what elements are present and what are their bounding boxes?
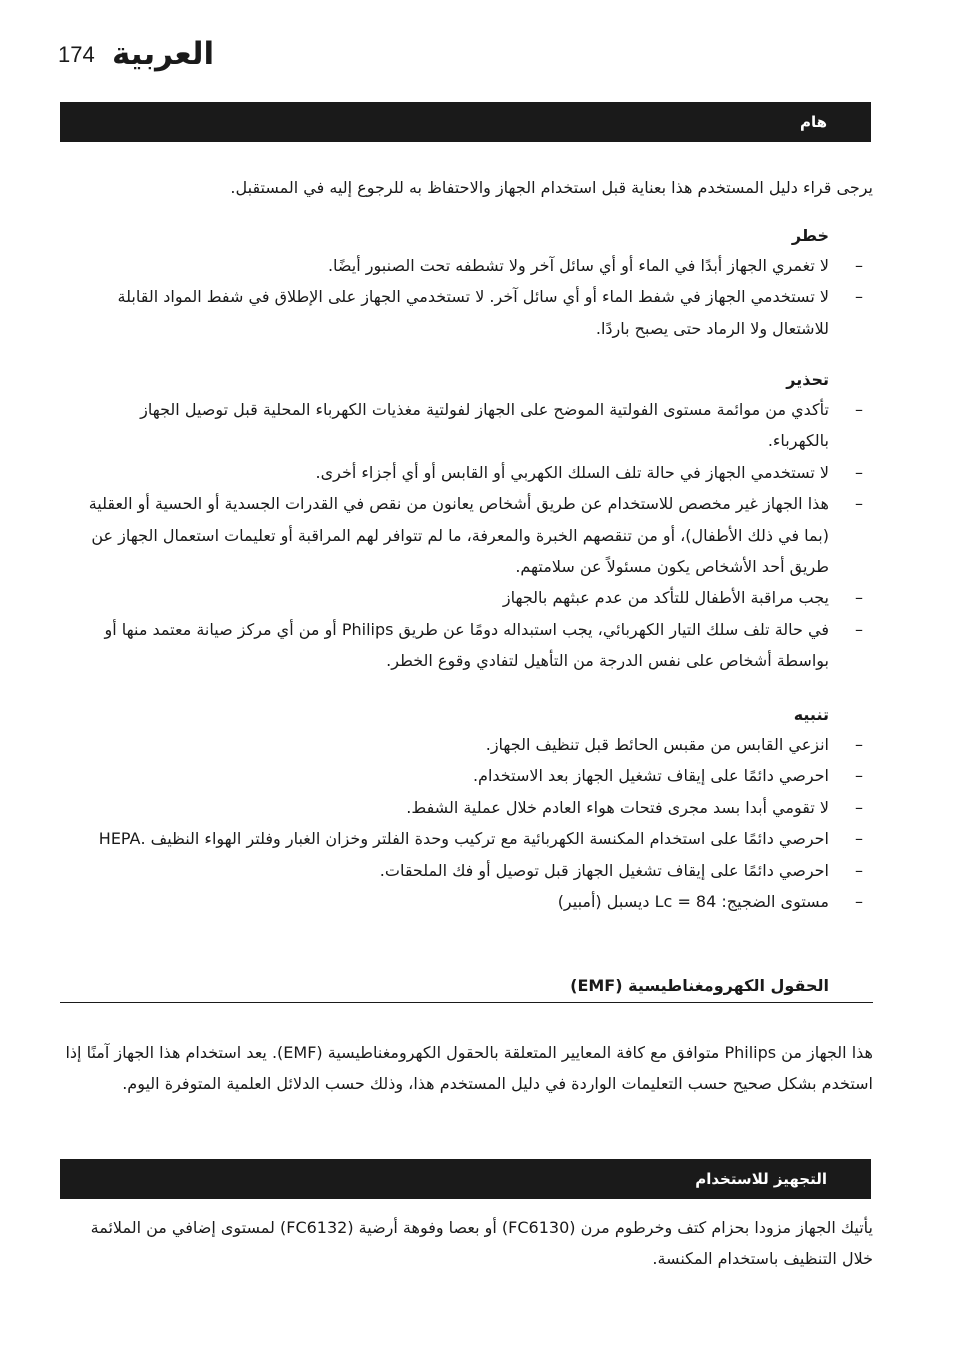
intro-paragraph: يرجى قراء دليل المستخدم هذا بعناية قبل استخدام الجهاز والاحتفاظ به للرجوع إليه في المستقبل. (230, 178, 873, 197)
list-item: – لا تستخدمي الجهاز في شفط الماء أو أي سائل آخر. لا تستخدمي الجهاز على الإطلاق في شفط المواد القابلة للاشتعال ولا الرماد حتى يصبح باردًا. (60, 281, 873, 344)
list-item: – احرصي دائمًا على إيقاف تشغيل الجهاز قبل توصيل أو فك الملحقات. (60, 855, 873, 886)
preparing-paragraph: يأتيك الجهاز مزودا بحزام كتف وخرطوم مرن (FC6130) أو بعصا وفوهة أرضية (FC6132) لمستوى إضافي من الملائمة خلال التنظيف باستخدام المكنسة. (90, 1218, 873, 1268)
section-bar-important: هام (60, 102, 871, 142)
warning-title: تحذير (786, 370, 829, 389)
section-bar-preparing: التجهيز للاستخدام (60, 1159, 871, 1199)
intro-block (60, 172, 873, 203)
list-item: – انزعي القابس من مقبس الحائط قبل تنظيف الجهاز. (60, 729, 873, 760)
list-item: – لا تقومي أبدا بسد مجرى فتحات هواء العادم خلال عملية الشفط. (60, 792, 873, 823)
list-item: – لا تستخدمي الجهاز في حالة تلف السلك الكهربي أو القابس أو أي أجزاء أخرى. (60, 457, 873, 488)
warning-list (60, 394, 873, 677)
emf-paragraph: هذا الجهاز من Philips متوافق مع كافة المعايير المتعلقة بالحقول الكهرومغناطيسية (EMF). يعد استخدام هذا الجهاز آمنًا إذا استخدم بشكل صحيح حسب التعليمات الواردة في دليل المستخدم هذا، وذلك حسب الدلائل العلمية المتوفرة اليوم. (65, 1043, 873, 1093)
list-item: – يجب مراقبة الأطفال للتأكد من عدم عبثهم بالجهاز (60, 582, 873, 613)
list-item: – تأكدي من موائمة مستوى الفولتية الموضح على الجهاز لفولتية مغذيات الكهرباء المحلية قبل توصيل الجهاز بالكهرباء. (60, 394, 873, 457)
emf-block (60, 1037, 873, 1099)
list-item: – هذا الجهاز غير مخصص للاستخدام عن طريق أشخاص يعانون من نقص في القدرات الجسدية أو الحسية أو العقلية (بما في ذلك الأطفال)، أو من تنقصهم الخبرة والمعرفة، ما لم تتوافر لهم المراقبة أو تعليمات استعمال الجهاز عن طريق أحد الأشخاص يكون مسئولاً عن سلامتهم. (60, 488, 873, 582)
list-item: – احرصي دائمًا على إيقاف تشغيل الجهاز بعد الاستخدام. (60, 760, 873, 791)
danger-title: خطر (791, 226, 829, 245)
warning-section (60, 368, 873, 677)
caution-section (60, 703, 873, 917)
list-item: – مستوى الضجيج: Lc = 84 ديسبل (أمبير) (60, 886, 873, 917)
list-item: – لا تغمري الجهاز أبدًا في الماء أو أي سائل آخر ولا تشطفه تحت الصنبور أيضًا. (60, 250, 873, 281)
emf-title: الحقول الكهرومغناطيسية (EMF) (60, 972, 873, 1003)
preparing-block (60, 1212, 873, 1274)
language-title: العربية (112, 36, 215, 72)
caution-list (60, 729, 873, 917)
caution-title: تنبيه (793, 705, 829, 724)
list-item: – في حالة تلف سلك التيار الكهربائي، يجب استبداله دومًا عن طريق Philips أو من أي مركز صيانة معتمد منها أو بواسطة أشخاص على نفس الدرجة من التأهيل لتفادي وقوع الخطر. (60, 614, 873, 677)
danger-list (60, 250, 873, 344)
list-item: – احرصي دائمًا على استخدام المكنسة الكهربائية مع تركيب وحدة الفلتر وخزان الغبار وفلتر الهواء النظيف .HEPA (60, 823, 873, 854)
danger-section (60, 224, 873, 344)
page-number: 174 (58, 42, 95, 67)
page-header (58, 36, 358, 80)
